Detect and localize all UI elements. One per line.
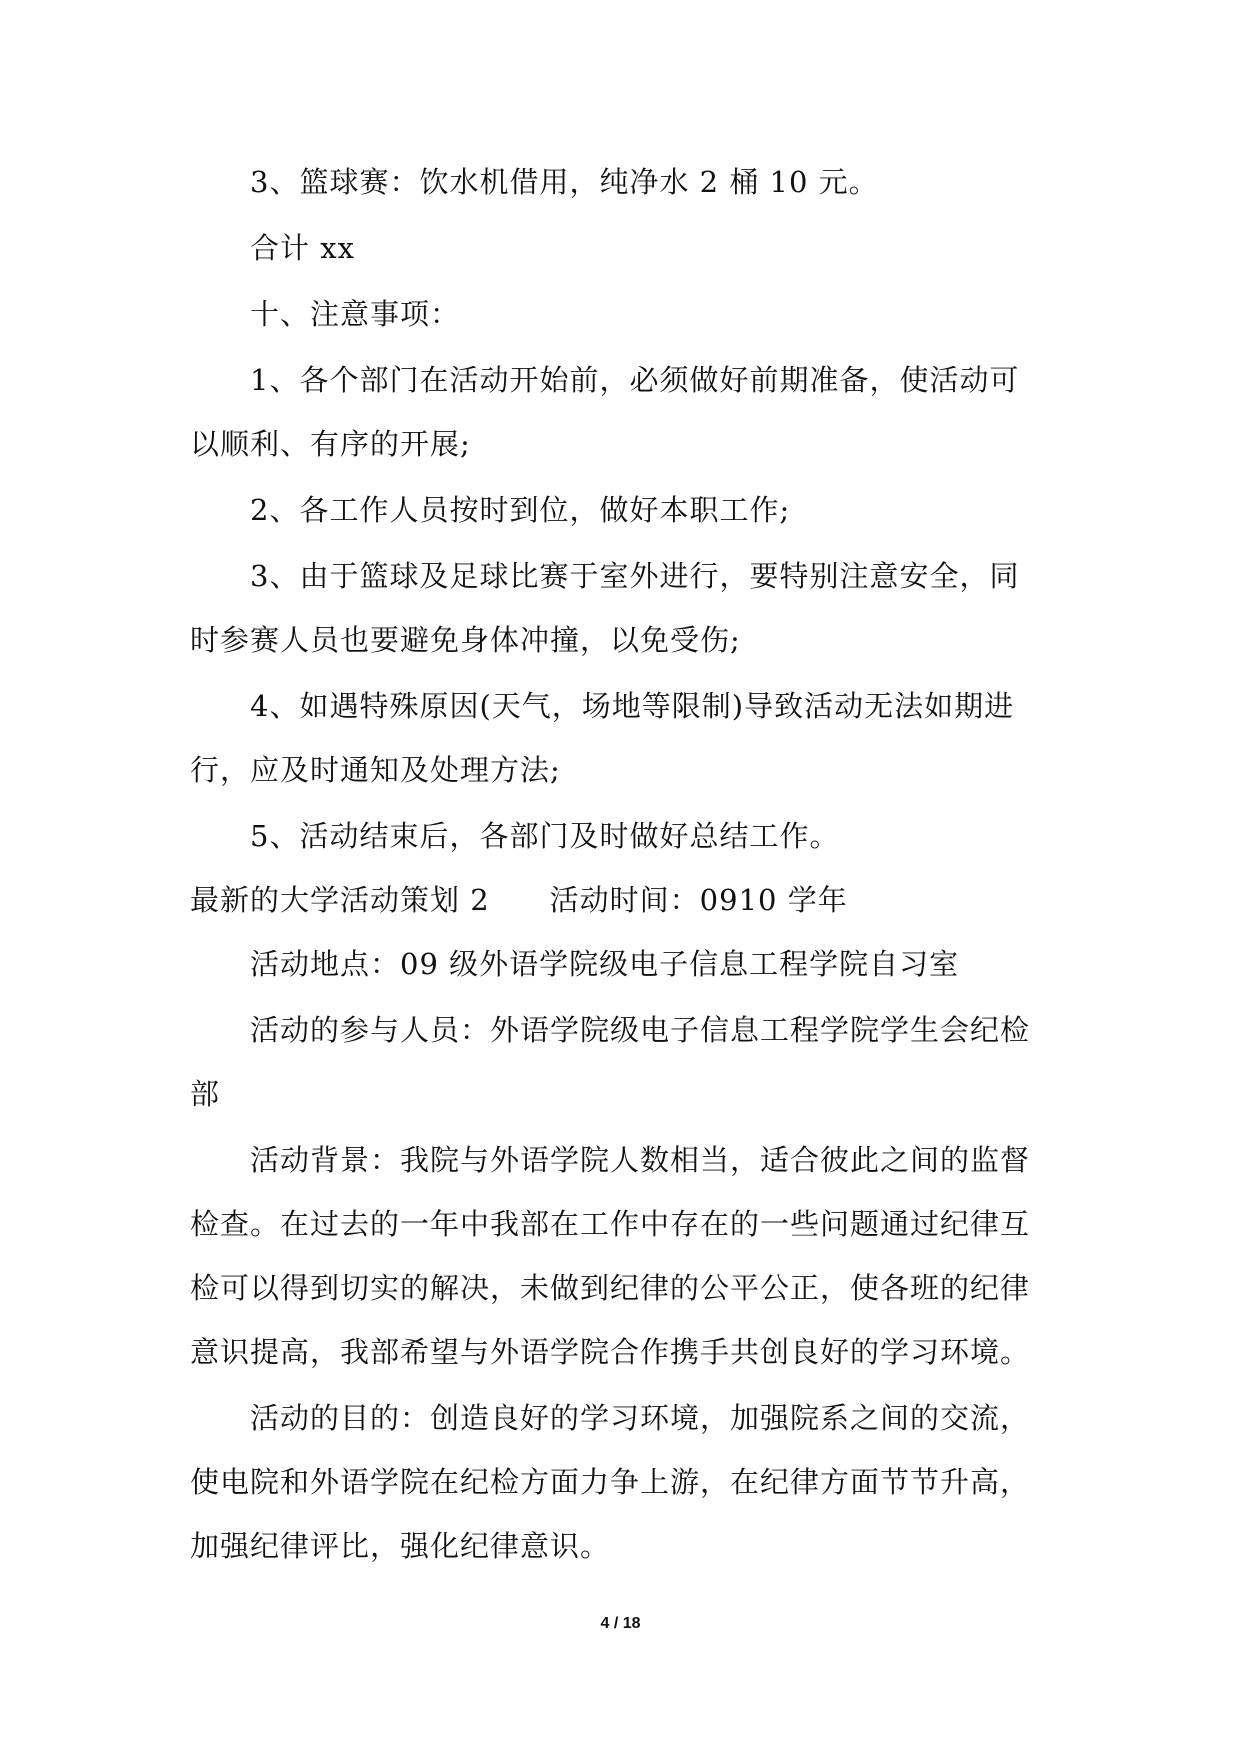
paragraph-line: 活动背景：我院与外语学院人数相当，适合彼此之间的监督 [250, 1143, 1031, 1177]
paragraph-line: 行，应及时通知及处理方法; [190, 753, 561, 787]
paragraph-line: 检可以得到切实的解决，未做到纪律的公平公正，使各班的纪律 [190, 1271, 1031, 1305]
activity-time: 活动时间：0910 学年 [549, 883, 848, 917]
paragraph-line: 合计 xx [250, 231, 355, 265]
paragraph-line: 5、活动结束后，各部门及时做好总结工作。 [250, 819, 840, 853]
paragraph-line: 1、各个部门在活动开始前，必须做好前期准备，使活动可 [250, 363, 1020, 397]
paragraph-line: 意识提高，我部希望与外语学院合作携手共创良好的学习环境。 [190, 1335, 1031, 1369]
paragraph-line: 加强纪律评比，强化纪律意识。 [190, 1529, 611, 1563]
section-title: 最新的大学活动策划 2 [190, 883, 490, 917]
paragraph-line: 2、各工作人员按时到位，做好本职工作; [250, 493, 791, 527]
paragraph-line: 3、篮球赛：饮水机借用，纯净水 2 桶 10 元。 [250, 165, 879, 199]
paragraph-line: 使电院和外语学院在纪检方面力争上游，在纪律方面节节升高， [190, 1465, 1031, 1499]
paragraph-line: 以顺利、有序的开展; [190, 427, 471, 461]
paragraph-line: 活动地点：09 级外语学院级电子信息工程学院自习室 [250, 947, 960, 981]
paragraph-line: 时参赛人员也要避免身体冲撞，以免受伤; [190, 623, 741, 657]
paragraph-line: 活动的目的：创造良好的学习环境，加强院系之间的交流， [250, 1401, 1031, 1435]
paragraph-line: 检查。在过去的一年中我部在工作中存在的一些问题通过纪律互 [190, 1207, 1031, 1241]
paragraph-line: 4、如遇特殊原因(天气，场地等限制)导致活动无法如期进 [250, 689, 1015, 723]
paragraph-line: 3、由于篮球及足球比赛于室外进行，要特别注意安全，同 [250, 559, 1020, 593]
paragraph-line: 部 [190, 1077, 221, 1111]
section-heading [190, 880, 1070, 920]
page-number: 4 / 18 [600, 1615, 641, 1632]
paragraph-line: 十、注意事项： [250, 297, 461, 331]
paragraph-line: 活动的参与人员：外语学院级电子信息工程学院学生会纪检 [250, 1013, 1031, 1047]
